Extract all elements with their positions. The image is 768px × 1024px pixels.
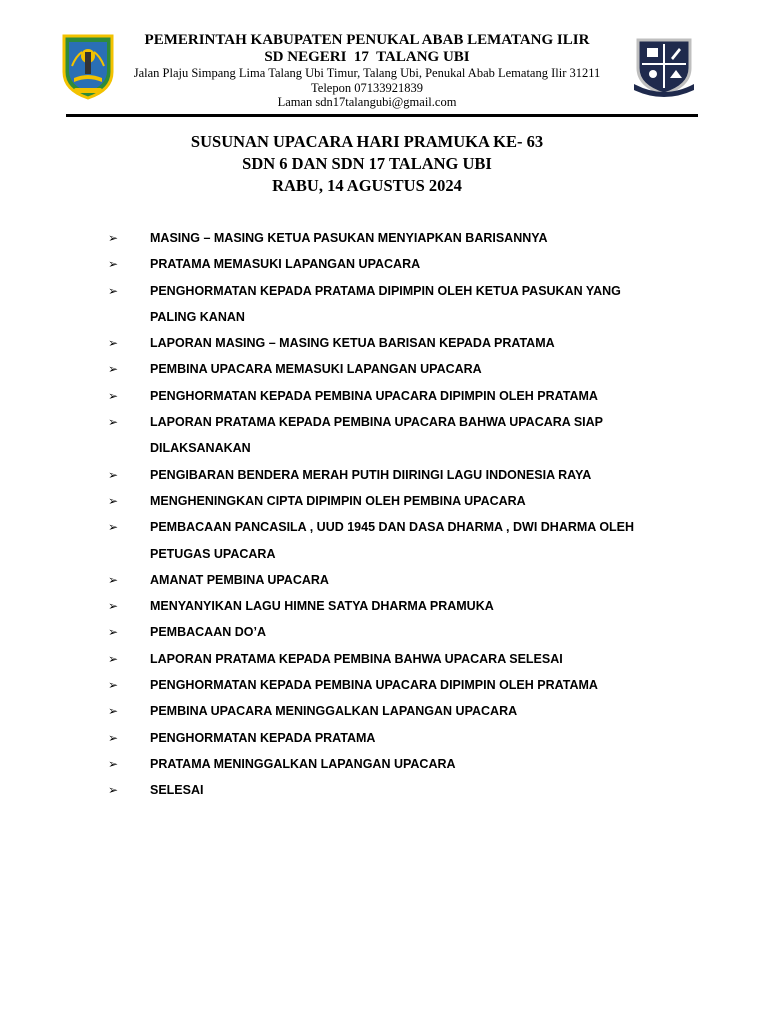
arrowhead-bullet-icon: ➢ [108, 599, 119, 614]
arrowhead-bullet-icon: ➢ [108, 625, 119, 640]
agenda-item-text: SELESAI [150, 783, 204, 798]
ceremony-agenda-list [108, 225, 668, 804]
list-item [108, 777, 668, 803]
government-name: PEMERINTAH KABUPATEN PENUKAL ABAB LEMATANG ILIR [144, 32, 590, 48]
arrowhead-bullet-icon: ➢ [108, 678, 119, 693]
list-item [108, 593, 668, 619]
agenda-item-text: PENGHORMATAN KEPADA PRATAMA [150, 730, 376, 745]
list-item [108, 383, 668, 409]
list-item [108, 751, 668, 777]
arrowhead-bullet-icon: ➢ [108, 415, 119, 430]
agenda-item-text: PRATAMA MEMASUKI LAPANGAN UPACARA [150, 257, 421, 272]
arrowhead-bullet-icon: ➢ [108, 336, 119, 351]
list-item [108, 225, 668, 251]
agenda-item-text: PENGHORMATAN KEPADA PEMBINA UPACARA DIPIMPIN OLEH PRATAMA [150, 388, 598, 403]
title-line-1: SUSUNAN UPACARA HARI PRAMUKA KE- 63 [190, 132, 544, 151]
agenda-item-text: MENGHENINGKAN CIPTA DIPIMPIN OLEH PEMBINA UPACARA [150, 493, 526, 508]
list-item [108, 278, 668, 331]
agenda-item-text: PEMBACAAN DO’A [150, 625, 266, 640]
school-name: SD NEGERI 17 TALANG UBI [264, 49, 470, 65]
agenda-item-text: LAPORAN PRATAMA KEPADA PEMBINA UPACARA BAHWA UPACARA SIAP DILAKSANAKAN [150, 415, 603, 456]
arrowhead-bullet-icon: ➢ [108, 520, 119, 535]
arrowhead-bullet-icon: ➢ [108, 257, 119, 272]
agenda-item-text: LAPORAN MASING – MASING KETUA BARISAN KEPADA PRATAMA [150, 336, 555, 351]
arrowhead-bullet-icon: ➢ [108, 704, 119, 719]
list-item [108, 646, 668, 672]
list-item [108, 619, 668, 645]
letterhead-divider [66, 114, 698, 117]
agenda-item-text: LAPORAN PRATAMA KEPADA PEMBINA BAHWA UPACARA SELESAI [150, 651, 563, 666]
agenda-item-text: PENGHORMATAN KEPADA PEMBINA UPACARA DIPIMPIN OLEH PRATAMA [150, 678, 598, 693]
agenda-item-text: MENYANYIKAN LAGU HIMNE SATYA DHARMA PRAMUKA [150, 599, 494, 614]
list-item [108, 567, 668, 593]
list-item [108, 251, 668, 277]
arrowhead-bullet-icon: ➢ [108, 651, 119, 666]
arrowhead-bullet-icon: ➢ [108, 730, 119, 745]
list-item [108, 488, 668, 514]
agenda-item-text: PEMBINA UPACARA MEMASUKI LAPANGAN UPACARA [150, 362, 482, 377]
arrowhead-bullet-icon: ➢ [108, 783, 119, 798]
arrowhead-bullet-icon: ➢ [108, 756, 119, 771]
title-line-3: RABU, 14 AGUSTUS 2024 [272, 176, 462, 195]
agenda-item-text: PENGHORMATAN KEPADA PRATAMA DIPIMPIN OLEH KETUA PASUKAN YANG PALING KANAN [150, 283, 621, 324]
school-phone: Telepon 07133921839 [311, 81, 423, 95]
arrowhead-bullet-icon: ➢ [108, 362, 119, 377]
agenda-item-text: MASING – MASING KETUA PASUKAN MENYIAPKAN BARISANNYA [150, 231, 548, 245]
agenda-item-text: PEMBINA UPACARA MENINGGALKAN LAPANGAN UPACARA [150, 704, 518, 719]
list-item [108, 356, 668, 382]
document-title [0, 131, 734, 197]
list-item [108, 462, 668, 488]
list-item [108, 698, 668, 724]
school-website: Laman sdn17talangubi@gmail.com [277, 95, 457, 109]
arrowhead-bullet-icon: ➢ [108, 283, 119, 298]
list-item [108, 672, 668, 698]
letterhead [100, 32, 634, 109]
arrowhead-bullet-icon: ➢ [108, 572, 119, 587]
title-line-2: SDN 6 DAN SDN 17 TALANG UBI [242, 154, 492, 173]
list-item [108, 409, 668, 462]
list-item [108, 725, 668, 751]
agenda-item-text: AMANAT PEMBINA UPACARA [150, 572, 329, 587]
agenda-item-text: PRATAMA MENINGGALKAN LAPANGAN UPACARA [150, 756, 456, 771]
agenda-item-text: PENGIBARAN BENDERA MERAH PUTIH DIIRINGI LAGU INDONESIA RAYA [150, 467, 592, 482]
school-shield-icon [630, 34, 698, 98]
arrowhead-bullet-icon: ➢ [108, 467, 119, 482]
arrowhead-bullet-icon: ➢ [108, 231, 119, 245]
school-address: Jalan Plaju Simpang Lima Talang Ubi Timur, Talang Ubi, Penukal Abab Lematang Ilir 31211 [133, 66, 601, 80]
agenda-item-text: PEMBACAAN PANCASILA , UUD 1945 DAN DASA DHARMA , DWI DHARMA OLEH PETUGAS UPACARA [150, 520, 635, 561]
arrowhead-bullet-icon: ➢ [108, 388, 119, 403]
arrowhead-bullet-icon: ➢ [108, 493, 119, 508]
list-item [108, 514, 668, 567]
list-item [108, 330, 668, 356]
